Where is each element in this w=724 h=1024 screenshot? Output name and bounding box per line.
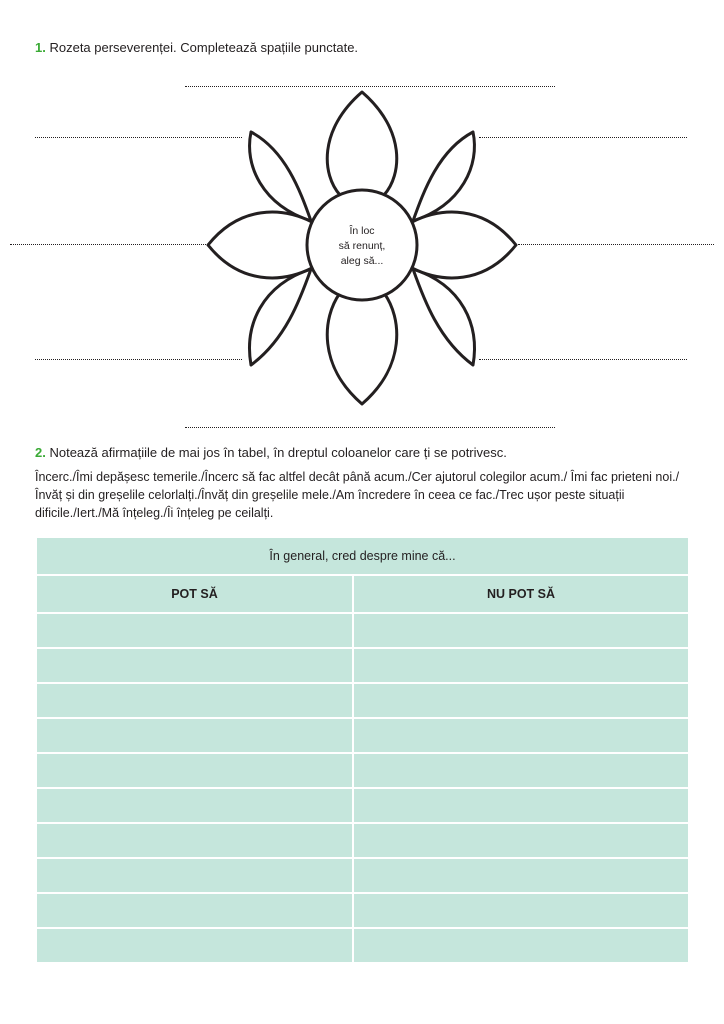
answer-cell-can[interactable] (36, 613, 353, 648)
answer-cell-cannot[interactable] (353, 648, 689, 683)
petal-right (412, 212, 516, 278)
table-row (36, 683, 689, 718)
answer-cell-cannot[interactable] (353, 893, 689, 928)
answer-cell-cannot[interactable] (353, 823, 689, 858)
exercise-1-number: 1. (35, 40, 46, 55)
answer-cell-cannot[interactable] (353, 928, 689, 963)
table-row (36, 893, 689, 928)
answer-cell-cannot[interactable] (353, 613, 689, 648)
answer-cell-can[interactable] (36, 893, 353, 928)
table-row (36, 928, 689, 963)
answer-cell-can[interactable] (36, 648, 353, 683)
center-line-1: În loc (349, 225, 375, 237)
table-row (36, 858, 689, 893)
exercise-2-number: 2. (35, 445, 46, 460)
center-line-3: aleg să... (340, 255, 384, 267)
perseverance-rosette (0, 0, 724, 440)
petal-upper-right (413, 132, 474, 221)
petal-bottom (327, 293, 397, 404)
answer-cell-cannot[interactable] (353, 718, 689, 753)
table-body (36, 613, 689, 963)
statements-list: Încerc./Îmi depășesc temerile./Încerc să fac altfel decât până acum./Cer ajutorul colegilor acum./ Îmi fac prieteni noi./Învăț și din greșelile celorlalți./Învăț din greșelile mele./Am încredere în ceea ce fac./Trec ușor peste situații dificile./Iert./Mă înțeleg./Îi înțeleg pe ceilalți. (35, 470, 680, 520)
answer-cell-cannot[interactable] (353, 788, 689, 823)
exercise-2-text: Notează afirmațiile de mai jos în tabel, în dreptul coloanelor care ți se potrivesc. (49, 445, 507, 460)
answer-cell-can[interactable] (36, 718, 353, 753)
answer-cell-cannot[interactable] (353, 858, 689, 893)
table-caption: În general, cred despre mine că... (36, 537, 689, 575)
answer-cell-cannot[interactable] (353, 753, 689, 788)
answer-cell-can[interactable] (36, 753, 353, 788)
petal-lower-right (413, 269, 474, 365)
table-row (36, 648, 689, 683)
exercise-1-text: Rozeta perseverenței. Completează spațiile punctate. (49, 40, 359, 55)
column-header-cannot: NU POT SĂ (353, 575, 689, 613)
column-header-can: POT SĂ (36, 575, 353, 613)
petal-lower-left (250, 269, 311, 365)
table-row (36, 788, 689, 823)
answer-cell-can[interactable] (36, 858, 353, 893)
center-line-2: să renunț, (338, 240, 386, 252)
rosette-center-text (300, 224, 424, 269)
answer-cell-can[interactable] (36, 823, 353, 858)
table-row (36, 718, 689, 753)
table-row (36, 613, 689, 648)
table-row (36, 753, 689, 788)
petal-top (327, 92, 397, 195)
self-assessment-table (35, 536, 690, 964)
answer-cell-can[interactable] (36, 683, 353, 718)
petal-left (208, 212, 312, 278)
table-row (36, 823, 689, 858)
answer-cell-can[interactable] (36, 928, 353, 963)
answer-cell-cannot[interactable] (353, 683, 689, 718)
petal-upper-left (250, 132, 311, 221)
answer-cell-can[interactable] (36, 788, 353, 823)
exercise-2-title (35, 445, 507, 461)
